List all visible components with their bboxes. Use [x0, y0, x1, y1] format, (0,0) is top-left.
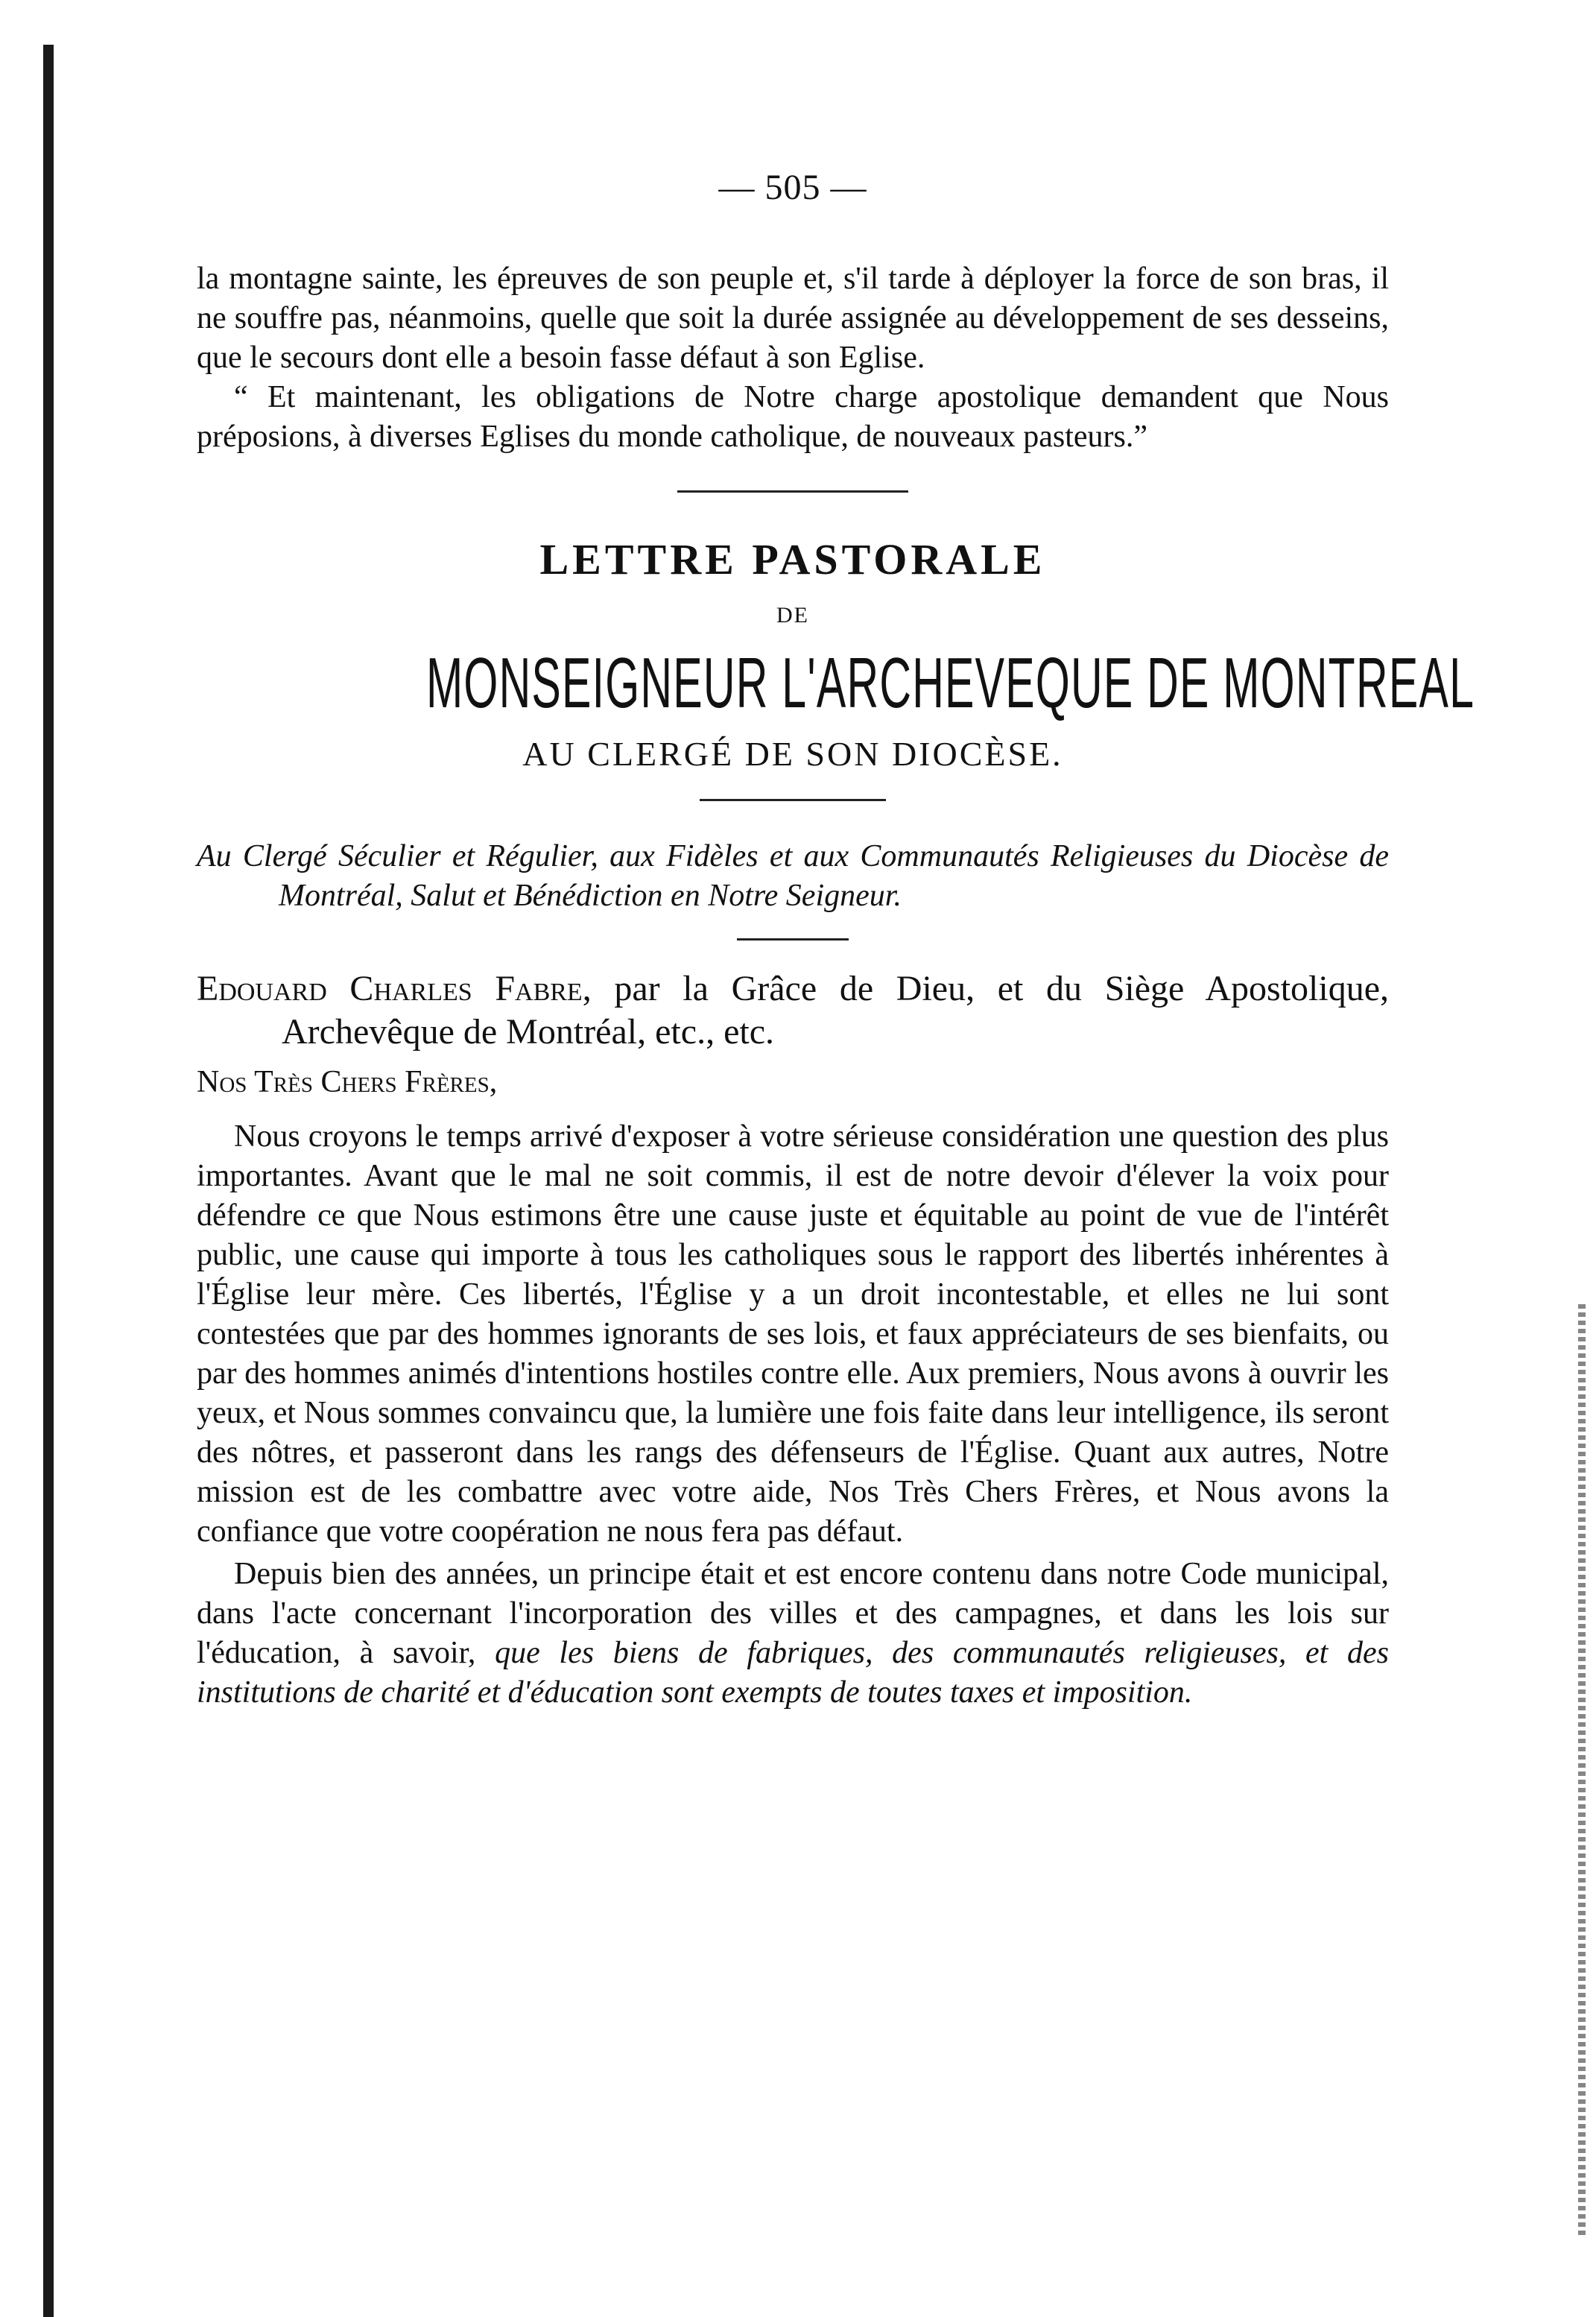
archbishop-name: Edouard Charles Fabre,: [197, 969, 592, 1008]
body-text: [197, 1117, 1389, 1713]
divider-rule: [677, 490, 908, 493]
intro-paragraph-1: la montagne sainte, les épreuves de son peuple et, s'il tarde à déployer la force de son bras, il ne souffre pas, néanmoins, quelle que soit la durée assignée au développement de ses desseins, que le secours dont elle a besoin fasse défaut à son Eglise.: [197, 262, 1389, 375]
salutation: [197, 967, 1389, 1054]
body-paragraph-1: Nous croyons le temps arrivé d'exposer à votre sérieuse considération une question des plus importantes. Avant que le mal ne soit commis, il est de notre devoir d'élever la voix pour défendre ce que Nous estimons être une cause juste et équitable au point de vue de l'intérêt public, une cause qui importe à tous les catholiques sous le rapport des libertés inhérentes à l'Église leur mère. Ces libertés, l'Église y a un droit incontestable, et elles ne lui sont contestées que par des hommes ignorants de ses lois, et faux appréciateurs de ses bienfaits, ou par des hommes animés d'intentions hostiles contre elle. Aux premiers, Nous avons à ouvrir les yeux, et Nous sommes convaincu que, la lumière une fois faite dans leur intelligence, ils seront des nôtres, et passeront dans les rangs des défenseurs de l'Église. Quant aux autres, Notre mission est de les combattre avec votre aide, Nos Très Chers Frères, et Nous avons la confiance que votre coopération ne nous fera pas défaut.: [197, 1119, 1389, 1549]
heading-lettre-pastorale: LETTRE PASTORALE: [539, 535, 1046, 584]
scan-edge-left: [43, 45, 54, 2317]
archbishop-title: par la Grâce de Dieu, et du Siège Apostolique, Archevêque de Montréal, etc., etc.: [282, 969, 1389, 1052]
heading-clerge: AU CLERGÉ DE SON DIOCÈSE.: [522, 735, 1063, 773]
page-number: — 505 —: [718, 168, 867, 207]
body-paragraph-2-italic: que les biens de fabriques, des communautés religieuses, et des institutions de charité et d'éducation sont exempts de toutes taxes et imposition.: [197, 1636, 1389, 1710]
heading-monseigneur: MONSEIGNEUR L'ARCHEVEQUE DE MONTREAL: [426, 643, 1475, 723]
heading-de: DE: [776, 603, 809, 628]
divider-rule: [737, 938, 849, 941]
body-paragraph-2-text: Depuis bien des années, un principe était et est encore contenu dans notre Code municipal, dans l'acte concernant l'incorporation des villes et des campagnes, et dans les lois sur l'éducation, à savoir,: [197, 1557, 1389, 1670]
body-paragraph-2: [197, 1555, 1389, 1713]
scan-edge-right: [1578, 1304, 1586, 2236]
address-line: Au Clergé Séculier et Régulier, aux Fidèles et aux Communautés Religieuses du Diocèse de Montréal, Salut et Bénédiction en Notre Seigneur.: [197, 839, 1389, 913]
divider-rule: [700, 799, 886, 801]
document-page: [197, 168, 1475, 1713]
intro-paragraph-2: “ Et maintenant, les obligations de Notre charge apostolique demandent que Nous préposions, à diverses Eglises du monde catholique, de nouveaux pasteurs.”: [197, 380, 1389, 454]
greeting: Nos Très Chers Frères,: [197, 1065, 498, 1099]
